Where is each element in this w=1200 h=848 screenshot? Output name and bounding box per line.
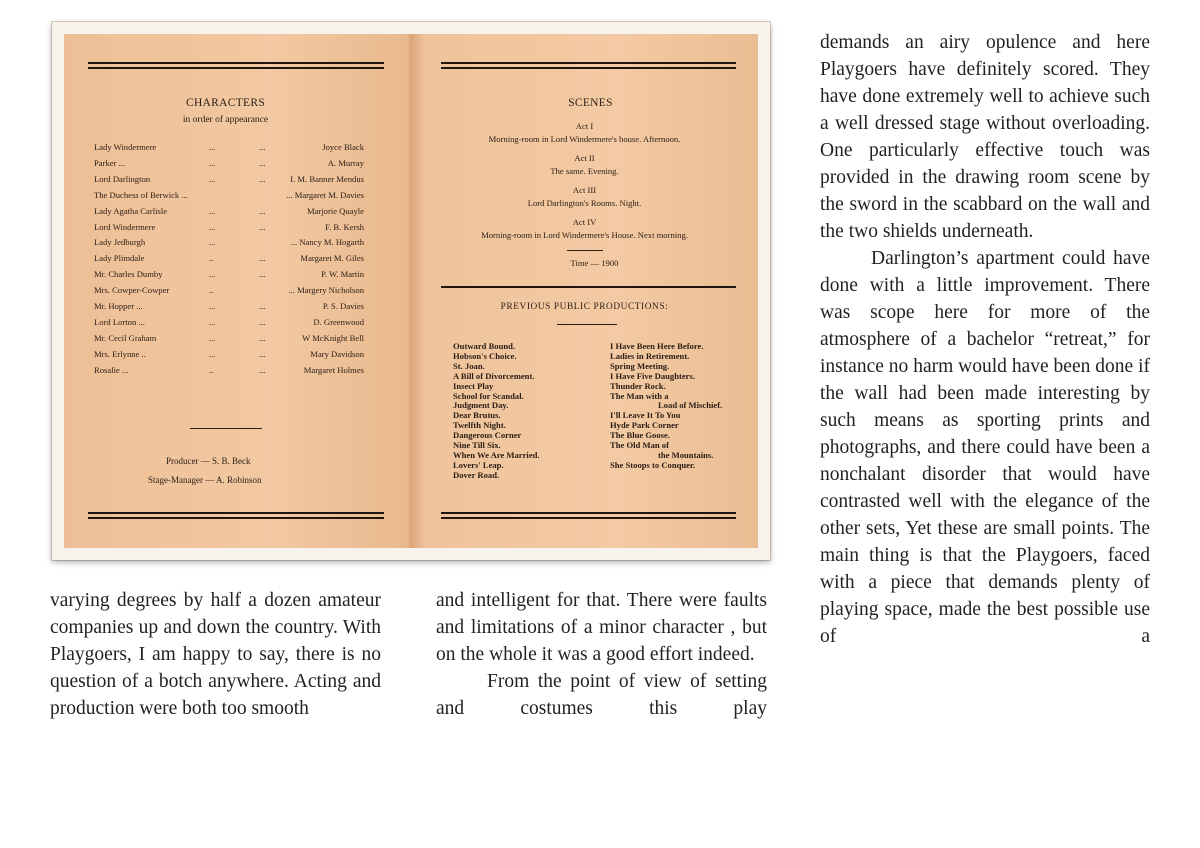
- leader-dots: ...: [259, 316, 266, 327]
- production-title: Nine Till Six.: [453, 440, 501, 450]
- act-label: Act IV: [572, 217, 597, 227]
- act-label: Act III: [572, 185, 597, 195]
- previous-productions-heading: PREVIOUS PUBLIC PRODUCTIONS:: [500, 302, 669, 312]
- leader-dots: ..: [209, 364, 214, 375]
- cast-role: Lady Jedburgh: [94, 237, 146, 248]
- cast-actor: P. W. Martin: [321, 269, 364, 280]
- article-paragraph: and intelligent for that. There were faults and limitations of a minor character , but on the whole it was a good effort indeed.: [436, 590, 767, 665]
- bottom-rule: [88, 517, 384, 519]
- cast-row: [94, 269, 394, 284]
- production-title: Ladies in Retirement.: [610, 350, 690, 361]
- cast-row: [94, 158, 394, 173]
- scenes-heading: SCENES: [568, 97, 613, 109]
- production-title: I Have Five Daughters.: [610, 370, 695, 381]
- production-title: Twelfth Night.: [453, 420, 506, 431]
- leader-dots: ...: [209, 301, 216, 311]
- leader-dots: ...: [209, 157, 216, 168]
- leader-dots: ...: [259, 173, 266, 184]
- article-column-2: [436, 587, 767, 722]
- cast-row: [94, 237, 394, 252]
- act-description: Morning-room in Lord Windermere's house. Afternoon.: [488, 134, 681, 144]
- production-title: Lovers' Leap.: [453, 459, 504, 470]
- cast-row: [94, 253, 394, 268]
- cast-actor: Marjorie Quayle: [306, 205, 364, 216]
- section-rule: [441, 286, 736, 288]
- production-title: the Mountains.: [658, 449, 714, 460]
- cast-role: Lady Plimdale: [94, 253, 145, 264]
- production-title: Insect Play: [453, 380, 494, 391]
- production-title: The Man with a: [610, 390, 669, 401]
- cast-row: [94, 317, 394, 332]
- production-title: Thunder Rock.: [610, 380, 666, 391]
- producer-credit: Producer — S. B. Beck: [166, 456, 251, 466]
- cast-role: Rosalie ...: [94, 364, 129, 375]
- top-rule: [441, 62, 736, 64]
- cast-actor: Margaret M. Giles: [300, 253, 364, 264]
- leader-dots: ...: [259, 364, 266, 375]
- cast-row: [94, 174, 394, 189]
- production-title: Dover Road.: [453, 469, 500, 480]
- article-paragraph: Darlington’s apartment could have done with a little improvement. There was scope here for more of the atmosphere of a bachelor “retreat,” for instance no harm would have been done if the wall had been made interesting by such means as sporting prints and photographs, and there could have been a nonchalant disorder that would have contrasted well with the elegance of the other sets, Yet these are small points. The main thing is that the Playgoers, faced with a piece that demands plenty of playing space, made the best possible use of a: [820, 248, 1150, 647]
- production-title: Spring Meeting.: [610, 360, 670, 371]
- act-description: Lord Darlington's Rooms. Night.: [527, 198, 642, 208]
- cast-row: [94, 349, 394, 364]
- cast-row: [94, 365, 394, 380]
- divider: [190, 428, 262, 429]
- cast-actor: D. Greenwood: [313, 316, 364, 327]
- leader-dots: ...: [209, 142, 216, 152]
- production-title: Hobson's Choice.: [453, 350, 517, 361]
- stage-manager-credit: Stage-Manager — A. Robinson: [148, 475, 262, 485]
- leader-dots: ...: [209, 221, 216, 232]
- leader-dots: ..: [209, 285, 214, 296]
- act-description: Morning-room in Lord Windermere's House. Next morning.: [481, 230, 688, 240]
- cast-actor: ... Margaret M. Davies: [286, 189, 364, 200]
- production-title: Load of Mischief.: [658, 400, 723, 411]
- cast-row: [94, 333, 394, 348]
- leader-dots: ...: [259, 348, 266, 359]
- cast-actor: P. S. Davies: [322, 301, 364, 311]
- time-line: Time — 1900: [570, 258, 619, 268]
- cast-row: [94, 142, 394, 157]
- production-title: Judgment Day.: [453, 400, 509, 411]
- programme-photo: [52, 22, 770, 560]
- programme-leaflet: [64, 34, 758, 548]
- act-description: The same. Evening.: [550, 166, 619, 176]
- production-title: Dangerous Corner: [453, 430, 522, 441]
- cast-row: [94, 206, 394, 221]
- act-label: Act II: [574, 153, 595, 163]
- leader-dots: ...: [259, 157, 266, 168]
- production-title: The Blue Goose.: [610, 430, 670, 441]
- article-paragraph: From the point of view of setting and costumes this play: [436, 671, 767, 719]
- cast-role: Parker ...: [94, 157, 126, 168]
- top-rule: [441, 67, 736, 69]
- production-title: When We Are Married.: [453, 449, 540, 460]
- act-label: Act I: [575, 121, 594, 131]
- leader-dots: ...: [209, 173, 216, 184]
- cast-role: Lord Lorton ...: [94, 316, 145, 327]
- bottom-rule: [441, 512, 736, 514]
- top-rule: [88, 62, 384, 64]
- cast-role: Lord Windermere: [94, 221, 156, 232]
- article-column-3: [820, 29, 1150, 650]
- production-title: Dear Brutus.: [453, 410, 501, 421]
- cast-actor: ... Nancy M. Hogarth: [290, 237, 364, 248]
- production-title: The Old Man of: [610, 440, 669, 450]
- leader-dots: ...: [209, 269, 216, 280]
- cast-actor: W McKnight Bell: [302, 332, 364, 343]
- cast-actor: I. M. Banner Mendus: [290, 173, 364, 184]
- cast-actor: Joyce Black: [322, 142, 364, 152]
- leader-dots: ...: [259, 142, 266, 152]
- leader-dots: ...: [259, 301, 266, 311]
- production-title: St. Joan.: [453, 360, 485, 371]
- cast-role: Mr. Charles Dumby: [94, 269, 163, 280]
- characters-heading: CHARACTERS: [185, 97, 266, 109]
- production-title: Outward Bound.: [453, 341, 516, 351]
- cast-role: Mr. Cecil Graham: [94, 332, 157, 343]
- bottom-rule: [441, 517, 736, 519]
- leader-dots: ...: [209, 237, 216, 248]
- divider: [567, 250, 603, 251]
- top-rule: [88, 67, 384, 69]
- production-title: School for Scandal.: [453, 390, 524, 401]
- cast-actor: ... Margery Nicholson: [288, 285, 364, 296]
- cast-role: Lord Darlington: [94, 173, 151, 184]
- article-paragraph: varying degrees by half a dozen amateur companies up and down the country. With Playgoers, I am happy to say, there is no question of a botch anywhere. Acting and production were both too smooth: [50, 590, 381, 719]
- article-column-1: [50, 587, 381, 722]
- production-title: She Stoops to Conquer.: [610, 459, 696, 470]
- leader-dots: ...: [259, 253, 266, 264]
- cast-actor: A. Murray: [327, 157, 364, 168]
- leader-dots: ...: [259, 221, 266, 232]
- leader-dots: ...: [209, 316, 216, 327]
- cast-role: Mrs. Erlynne ..: [94, 348, 146, 359]
- bottom-rule: [88, 512, 384, 514]
- production-title: I Have Been Here Before.: [610, 341, 704, 351]
- production-title: A Bill of Divorcement.: [453, 370, 535, 381]
- cast-role: Mrs. Cowper-Cowper: [94, 285, 170, 296]
- leader-dots: ...: [259, 269, 266, 280]
- production-title: Hyde Park Corner: [610, 420, 679, 431]
- cast-role: Lady Agatha Carlisle: [94, 205, 168, 216]
- characters-subheading: in order of appearance: [182, 115, 269, 125]
- production-title: I'll Leave It To You: [610, 410, 681, 421]
- characters-page: [64, 34, 411, 548]
- leader-dots: ..: [209, 253, 214, 264]
- divider: [557, 324, 617, 325]
- cast-actor: F. B. Kersh: [325, 221, 364, 232]
- cast-row: [94, 222, 394, 237]
- cast-actor: Mary Davidson: [310, 348, 364, 359]
- leader-dots: ...: [209, 205, 216, 216]
- cast-role: Lady Windermere: [94, 142, 157, 152]
- leader-dots: ...: [209, 332, 216, 343]
- leader-dots: ...: [259, 332, 266, 343]
- scenes-page: [411, 34, 758, 548]
- cast-row: [94, 190, 394, 205]
- cast-role: The Duchess of Berwick ...: [94, 189, 188, 200]
- leader-dots: ...: [209, 348, 216, 359]
- cast-row: [94, 301, 394, 316]
- article-paragraph: demands an airy opulence and here Playgoers have definitely scored. They have done extremely well to achieve such a well dressed stage without overloading. One particularly effective touch was provided in the drawing room scene by the sword in the scabbard on the wall and the two shields underneath.: [820, 32, 1150, 242]
- cast-role: Mr. Hopper ...: [94, 301, 143, 311]
- cast-row: [94, 285, 394, 300]
- leader-dots: ...: [259, 205, 266, 216]
- cast-actor: Margaret Holmes: [303, 364, 364, 375]
